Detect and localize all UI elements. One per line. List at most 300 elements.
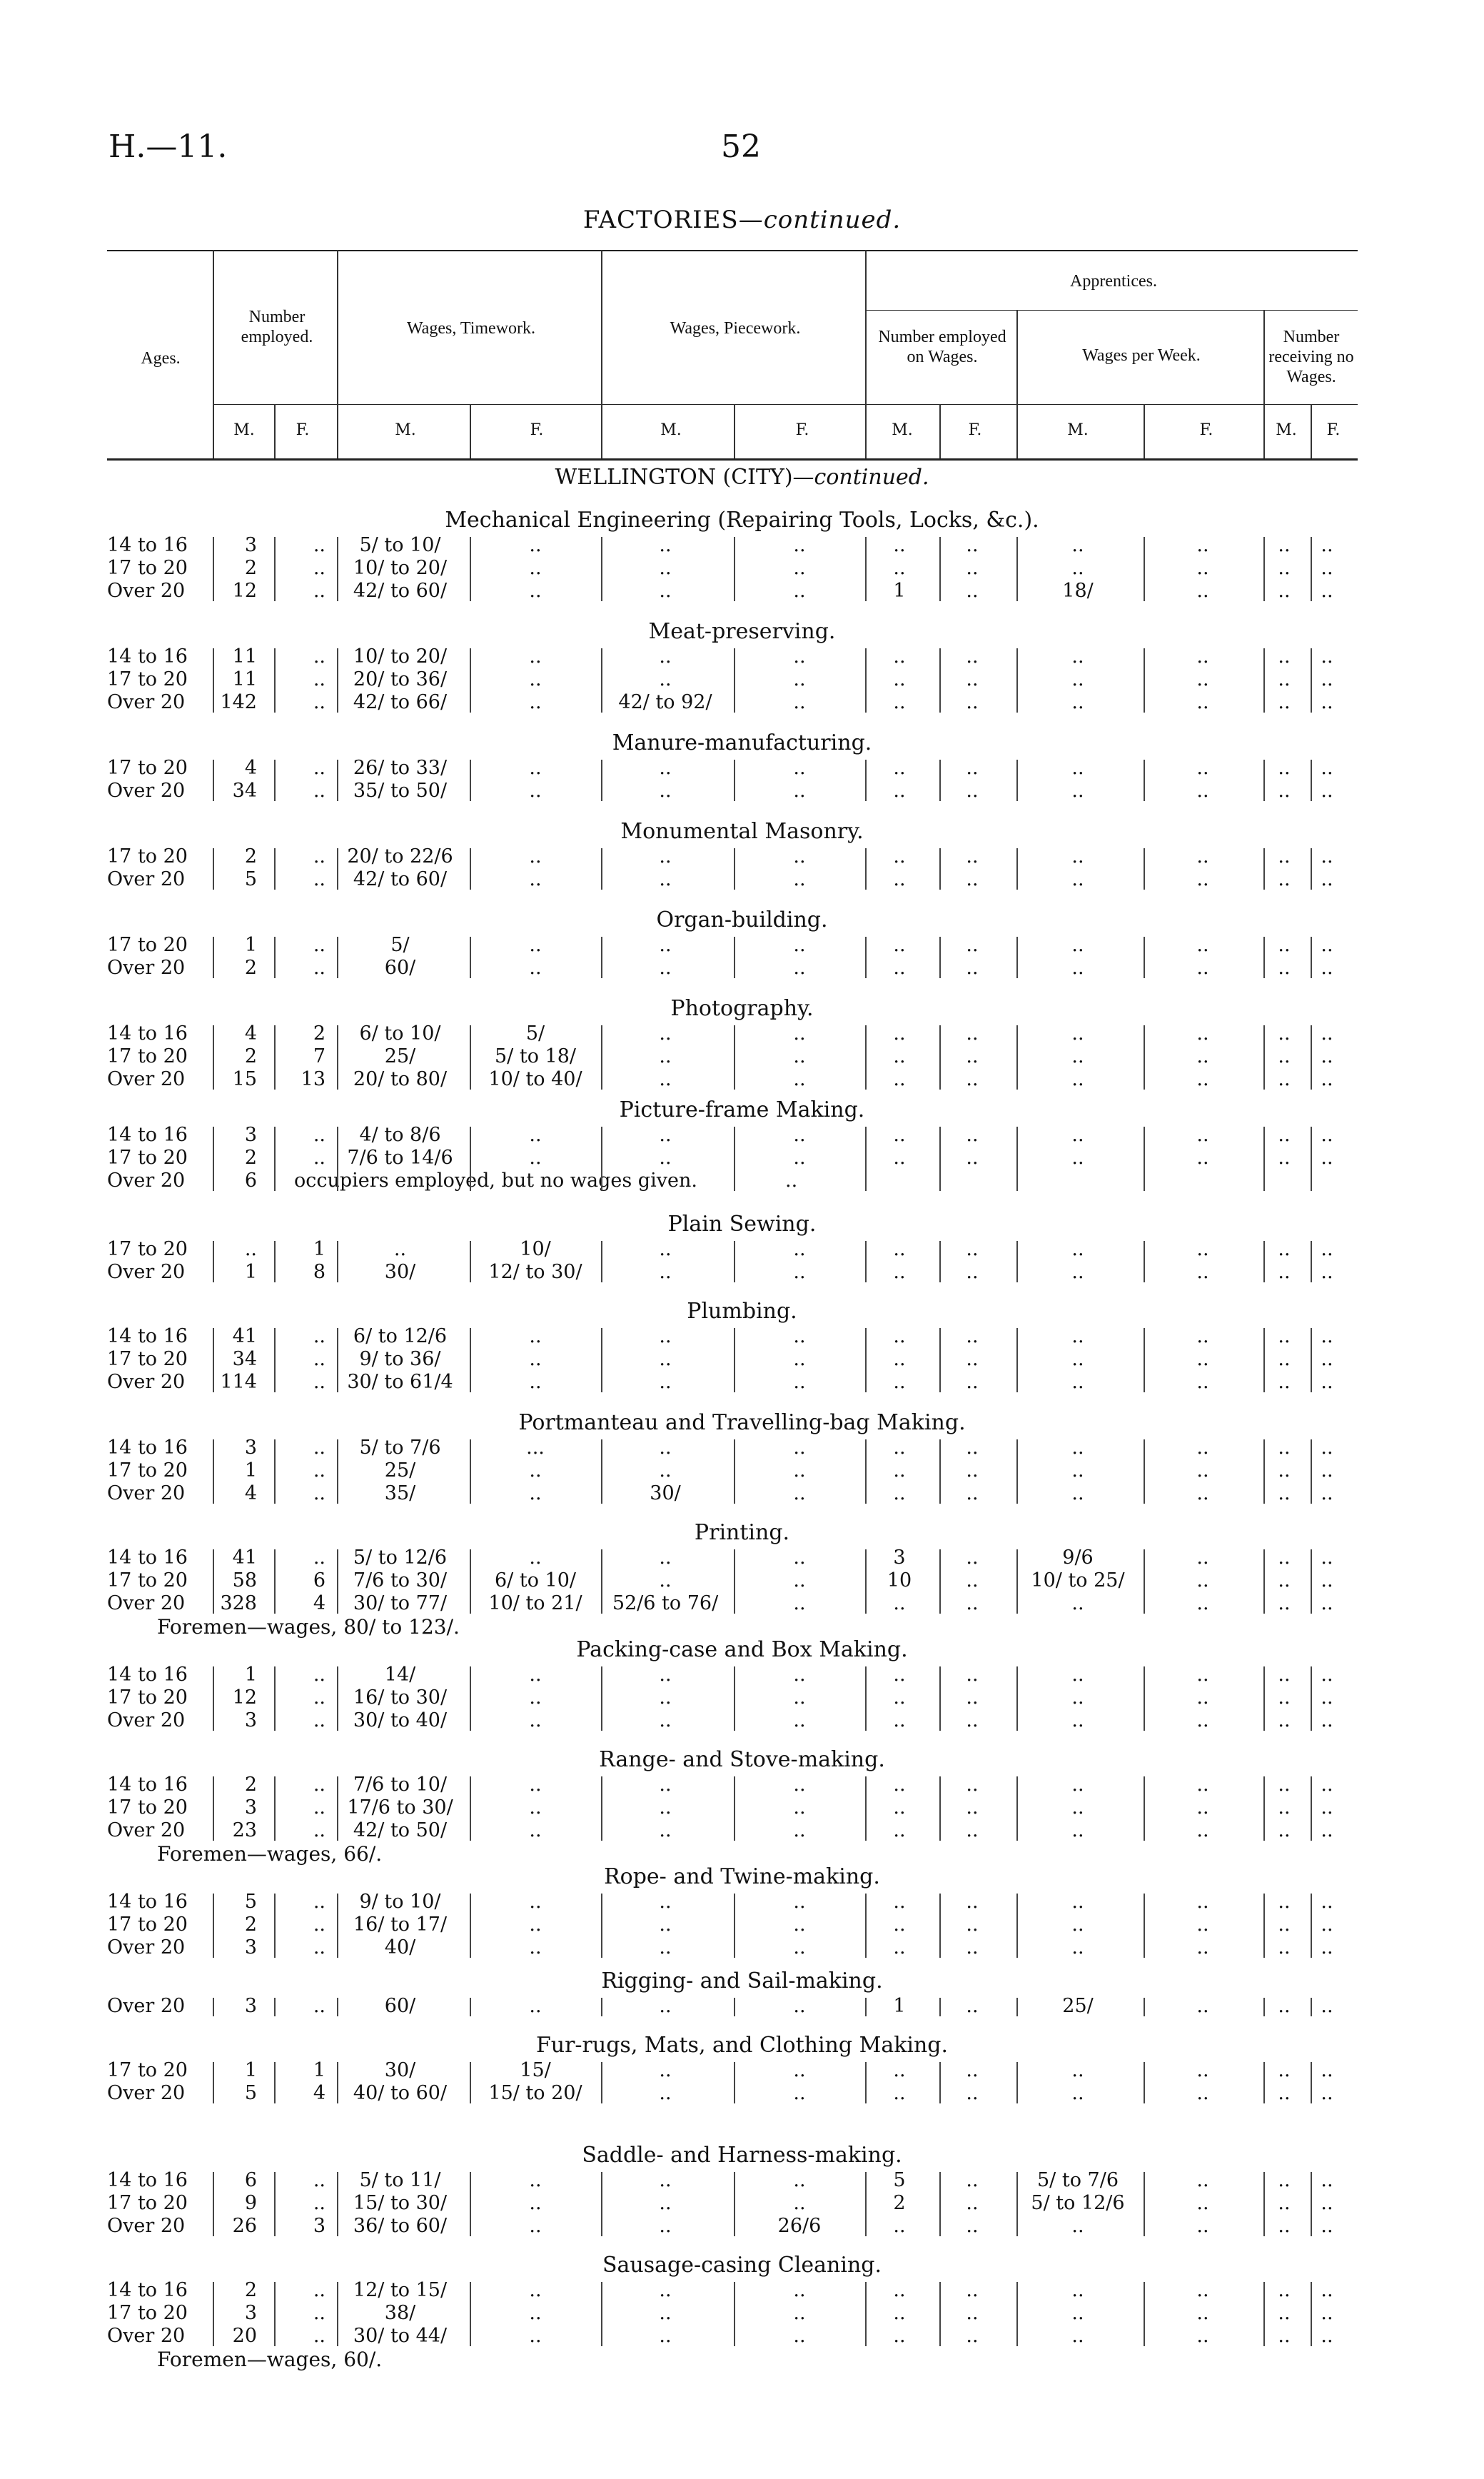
column-rule xyxy=(213,1549,214,1614)
cell-number-f: .. xyxy=(313,780,325,802)
cell-piecework-m: .. xyxy=(659,1045,672,1067)
cell-number-f: .. xyxy=(313,1348,325,1370)
cell-no-wages-f: .. xyxy=(1321,1482,1333,1504)
column-rule xyxy=(939,648,941,713)
cell-apprentice-wage-f: .. xyxy=(1196,557,1209,579)
column-rule xyxy=(470,2172,471,2236)
column-rule xyxy=(939,937,941,978)
cell-number-m: 3 xyxy=(244,1709,257,1731)
cell-timework-f: .. xyxy=(529,2192,542,2214)
cell-timework-m: 5/ to 7/6 xyxy=(359,1437,441,1459)
cell-apprentice-wage-m: .. xyxy=(1071,780,1084,802)
cell-number-m: 142 xyxy=(220,691,257,713)
column-rule xyxy=(213,2062,214,2103)
cell-piecework-m: .. xyxy=(659,557,672,579)
cell-apprentice-employed-m: .. xyxy=(893,1709,906,1731)
header-apprentices: Apprentices. xyxy=(1070,272,1157,291)
cell-age: 17 to 20 xyxy=(107,1238,188,1260)
cell-no-wages-m: .. xyxy=(1278,2215,1291,2237)
cell-apprentice-employed-m: .. xyxy=(893,1459,906,1482)
column-rule xyxy=(1144,1328,1145,1392)
table-row xyxy=(0,1592,1342,1615)
cell-piecework-m: .. xyxy=(659,1914,672,1936)
cell-timework-f: .. xyxy=(529,1147,542,1169)
header-m: M. xyxy=(233,421,255,439)
cell-apprentice-wage-m: .. xyxy=(1071,1592,1084,1614)
cell-no-wages-m: .. xyxy=(1278,1482,1291,1504)
column-rule xyxy=(865,1127,867,1191)
table-row xyxy=(0,1147,1342,1170)
cell-timework-f: .. xyxy=(529,1891,542,1913)
column-rule xyxy=(734,1328,735,1392)
column-rule xyxy=(1144,1998,1145,2016)
cell-no-wages-m: .. xyxy=(1278,1045,1291,1067)
column-rule xyxy=(865,1894,867,1958)
cell-no-wages-f: .. xyxy=(1321,1891,1333,1913)
cell-apprentice-employed-m: .. xyxy=(893,2325,906,2347)
column-rule xyxy=(470,1549,471,1614)
column-rule xyxy=(213,1127,214,1191)
cell-timework-m: 30/ to 77/ xyxy=(353,1592,448,1614)
cell-apprentice-wage-f: .. xyxy=(1196,1914,1209,1936)
cell-age: Over 20 xyxy=(107,1995,186,2017)
cell-piecework-m: .. xyxy=(659,845,672,868)
cell-timework-f: .. xyxy=(529,1936,542,1958)
column-rule xyxy=(1263,937,1265,978)
cell-age: 14 to 16 xyxy=(107,1022,188,1045)
column-rule xyxy=(1263,848,1265,890)
cell-piecework-m: .. xyxy=(659,1819,672,1841)
column-rule xyxy=(865,648,867,713)
cell-no-wages-m: .. xyxy=(1278,668,1291,690)
column-rule xyxy=(1016,1549,1018,1614)
column-rule xyxy=(939,1998,941,2016)
section-title: Mechanical Engineering (Repairing Tools, Locks, &c.). xyxy=(445,508,1039,533)
cell-number-m: 11 xyxy=(232,668,257,690)
column-rule xyxy=(939,2172,941,2236)
cell-apprentice-wage-m: .. xyxy=(1071,757,1084,779)
column-rule xyxy=(865,2172,867,2236)
cell-apprentice-wage-f: .. xyxy=(1196,1261,1209,1283)
table-row xyxy=(0,1664,1342,1686)
cell-piecework-m: .. xyxy=(659,2279,672,2301)
cell-apprentice-employed-m: .. xyxy=(893,2279,906,2301)
cell-apprentice-employed-m: 5 xyxy=(893,2169,906,2191)
column-rule xyxy=(1016,1328,1018,1392)
table-row xyxy=(0,668,1342,691)
cell-timework-m: 16/ to 17/ xyxy=(353,1914,448,1936)
table-row xyxy=(0,2302,1342,2325)
table-row xyxy=(0,1437,1342,1459)
cell-no-wages-m: .. xyxy=(1278,1437,1291,1459)
cell-apprentice-employed-f: .. xyxy=(966,1664,979,1686)
column-rule xyxy=(601,937,602,978)
column-rule xyxy=(337,2172,338,2236)
cell-apprentice-wage-f: .. xyxy=(1196,668,1209,690)
cell-piecework-m: .. xyxy=(659,1068,672,1090)
table-row xyxy=(0,1325,1342,1348)
column-rule xyxy=(865,1549,867,1614)
cell-piecework-f: .. xyxy=(793,1238,806,1260)
cell-piecework-f: .. xyxy=(793,580,806,602)
cell-number-m: 3 xyxy=(244,1796,257,1819)
column-rule xyxy=(337,1894,338,1958)
cell-no-wages-f: .. xyxy=(1321,557,1333,579)
cell-piecework-f: .. xyxy=(793,1325,806,1347)
cell-piecework-f: .. xyxy=(793,1819,806,1841)
cell-apprentice-employed-m: .. xyxy=(893,2059,906,2081)
cell-number-m: 3 xyxy=(244,1124,257,1146)
column-rule xyxy=(213,1241,214,1282)
table-row xyxy=(0,1819,1342,1842)
cell-apprentice-employed-m: .. xyxy=(893,1592,906,1614)
cell-number-m: 3 xyxy=(244,1437,257,1459)
cell-apprentice-employed-m: .. xyxy=(893,1068,906,1090)
column-rule xyxy=(865,1998,867,2016)
table-row xyxy=(0,1891,1342,1914)
header-f: F. xyxy=(1326,421,1341,439)
cell-piecework-m: .. xyxy=(659,1686,672,1709)
cell-number-m: 2 xyxy=(244,1914,257,1936)
cell-number-m: 6 xyxy=(244,1170,257,1192)
cell-piecework-m: .. xyxy=(659,1371,672,1393)
cell-piecework-m: .. xyxy=(659,2059,672,2081)
cell-age: 17 to 20 xyxy=(107,1914,188,1936)
city-heading xyxy=(0,466,1484,490)
cell-number-m: 2 xyxy=(244,1045,257,1067)
cell-timework-m: 25/ xyxy=(384,1459,416,1482)
column-rule xyxy=(1016,1666,1018,1731)
column-rule xyxy=(470,1025,471,1090)
column-rule xyxy=(470,1328,471,1392)
cell-number-m: 3 xyxy=(244,1995,257,2017)
cell-apprentice-wage-f: .. xyxy=(1196,1045,1209,1067)
cell-apprentice-employed-m: .. xyxy=(893,1045,906,1067)
section-title: Printing. xyxy=(694,1520,790,1545)
cell-timework-m: 42/ to 60/ xyxy=(353,868,448,890)
cell-number-f: .. xyxy=(313,2325,325,2347)
cell-age: 17 to 20 xyxy=(107,2302,188,2324)
cell-timework-m: 6/ to 12/6 xyxy=(353,1325,448,1347)
cell-number-m: 1 xyxy=(244,2059,257,2081)
column-rule xyxy=(939,1549,941,1614)
cell-piecework-f: .. xyxy=(793,1348,806,1370)
cell-piecework-f: .. xyxy=(793,691,806,713)
cell-apprentice-wage-m: .. xyxy=(1071,957,1084,979)
cell-timework-m: 26/ to 33/ xyxy=(353,757,448,779)
column-rule xyxy=(601,648,602,713)
cell-apprentice-employed-m: .. xyxy=(893,757,906,779)
cell-timework-f: .. xyxy=(529,668,542,690)
section-title: Manure-manufacturing. xyxy=(612,730,872,755)
cell-apprentice-wage-m: .. xyxy=(1071,934,1084,956)
table-row xyxy=(0,1914,1342,1936)
column-rule xyxy=(939,1241,941,1282)
cell-timework-m: 4/ to 8/6 xyxy=(359,1124,441,1146)
cell-number-f: .. xyxy=(313,557,325,579)
cell-apprentice-wage-m: .. xyxy=(1071,1147,1084,1169)
column-rule xyxy=(337,1776,338,1841)
cell-no-wages-f: .. xyxy=(1321,2279,1333,2301)
column-rule xyxy=(865,848,867,890)
column-rule xyxy=(734,1998,735,2016)
column-rule xyxy=(213,2172,214,2236)
column-rule xyxy=(213,1776,214,1841)
cell-no-wages-m: .. xyxy=(1278,2325,1291,2347)
cell-timework-f: 6/ to 10/ xyxy=(495,1569,576,1592)
cell-age: Over 20 xyxy=(107,1170,186,1192)
section-title: Plain Sewing. xyxy=(667,1212,817,1237)
cell-age: Over 20 xyxy=(107,1261,186,1283)
cell-timework-f: 10/ xyxy=(520,1238,551,1260)
table-row xyxy=(0,1371,1342,1394)
cell-number-f: .. xyxy=(313,1774,325,1796)
page-number: 52 xyxy=(721,129,761,165)
cell-number-f: .. xyxy=(313,1686,325,1709)
cell-age: 17 to 20 xyxy=(107,2059,188,2081)
column-rule xyxy=(1311,1328,1312,1392)
cell-number-m: 5 xyxy=(244,1891,257,1913)
cell-no-wages-f: .. xyxy=(1321,2325,1333,2347)
cell-apprentice-employed-f: .. xyxy=(966,2192,979,2214)
cell-age: 17 to 20 xyxy=(107,2192,188,2214)
cell-age: Over 20 xyxy=(107,780,186,802)
table-row xyxy=(0,1936,1342,1959)
cell-apprentice-wage-f: .. xyxy=(1196,1325,1209,1347)
cell-no-wages-m: .. xyxy=(1278,934,1291,956)
cell-number-f: .. xyxy=(313,1891,325,1913)
cell-apprentice-wage-m: .. xyxy=(1071,1124,1084,1146)
column-rule xyxy=(734,2172,735,2236)
column-rule xyxy=(470,2282,471,2346)
column-rule xyxy=(470,760,471,801)
header-m: M. xyxy=(892,421,913,439)
cell-no-wages-f: .. xyxy=(1321,1936,1333,1958)
section-title: Rope- and Twine-making. xyxy=(604,1864,880,1889)
cell-no-wages-f: .. xyxy=(1321,957,1333,979)
cell-timework-f: .. xyxy=(529,934,542,956)
cell-timework-f: .. xyxy=(529,1819,542,1841)
cell-piecework-f: .. xyxy=(793,1936,806,1958)
cell-timework-m: .. xyxy=(393,1238,407,1260)
cell-apprentice-employed-m: .. xyxy=(893,1371,906,1393)
column-rule xyxy=(213,1894,214,1958)
cell-apprentice-employed-m: .. xyxy=(893,2302,906,2324)
column-rule xyxy=(1016,648,1018,713)
column-rule xyxy=(274,1127,276,1191)
cell-piecework-f: .. xyxy=(793,1482,806,1504)
cell-no-wages-m: .. xyxy=(1278,2192,1291,2214)
cell-number-m: 2 xyxy=(244,1774,257,1796)
column-rule xyxy=(1016,2062,1018,2103)
column-rule xyxy=(1263,2062,1265,2103)
column-rule xyxy=(1311,1241,1312,1282)
column-rule xyxy=(865,937,867,978)
column-rule xyxy=(939,1776,941,1841)
cell-apprentice-employed-m: .. xyxy=(893,1664,906,1686)
cell-piecework-f: .. xyxy=(793,1569,806,1592)
column-rule xyxy=(734,848,735,890)
cell-number-m: 58 xyxy=(232,1569,257,1592)
cell-number-f: 8 xyxy=(313,1261,325,1283)
cell-apprentice-employed-f: .. xyxy=(966,1686,979,1709)
column-rule xyxy=(1016,760,1018,801)
cell-apprentice-employed-m: .. xyxy=(893,1891,906,1913)
column-rule xyxy=(939,1439,941,1504)
cell-apprentice-employed-f: .. xyxy=(966,691,979,713)
column-rule xyxy=(337,1549,338,1614)
column-rule xyxy=(274,1241,276,1282)
cell-piecework-f: .. xyxy=(785,1170,798,1192)
cell-age: 14 to 16 xyxy=(107,1437,188,1459)
cell-piecework-m: .. xyxy=(659,1022,672,1045)
column-rule xyxy=(470,1894,471,1958)
cell-timework-f: .. xyxy=(529,1459,542,1482)
cell-no-wages-f: .. xyxy=(1321,1437,1333,1459)
cell-timework-f: .. xyxy=(529,534,542,556)
cell-number-m: 4 xyxy=(244,757,257,779)
cell-apprentice-wage-m: .. xyxy=(1071,1796,1084,1819)
cell-piecework-m: .. xyxy=(659,1995,672,2017)
table-row xyxy=(0,757,1342,780)
table-row xyxy=(0,691,1342,714)
cell-no-wages-m: .. xyxy=(1278,868,1291,890)
cell-apprentice-wage-m: .. xyxy=(1071,1709,1084,1731)
cell-piecework-m: .. xyxy=(659,1459,672,1482)
header-ages: Ages. xyxy=(141,349,181,368)
cell-no-wages-f: .. xyxy=(1321,1995,1333,2017)
cell-age: 17 to 20 xyxy=(107,1686,188,1709)
cell-timework-m: 20/ to 80/ xyxy=(353,1068,448,1090)
cell-apprentice-employed-f: .. xyxy=(966,934,979,956)
cell-piecework-f: .. xyxy=(793,2082,806,2104)
cell-piecework-f: .. xyxy=(793,1914,806,1936)
cell-no-wages-f: .. xyxy=(1321,1261,1333,1283)
cell-age: 17 to 20 xyxy=(107,757,188,779)
cell-timework-m: 10/ to 20/ xyxy=(353,557,448,579)
cell-apprentice-employed-f: .. xyxy=(966,1774,979,1796)
table-row xyxy=(0,934,1342,957)
cell-apprentice-wage-m: .. xyxy=(1071,845,1084,868)
cell-no-wages-m: .. xyxy=(1278,1891,1291,1913)
cell-piecework-m: .. xyxy=(659,1569,672,1592)
cell-apprentice-wage-m: .. xyxy=(1071,1936,1084,1958)
column-rule xyxy=(213,848,214,890)
column-rule xyxy=(274,648,276,713)
cell-apprentice-employed-f: .. xyxy=(966,1891,979,1913)
cell-apprentice-wage-f: .. xyxy=(1196,2192,1209,2214)
column-rule xyxy=(734,1241,735,1282)
cell-apprentice-employed-f: .. xyxy=(966,1261,979,1283)
cell-timework-m: 42/ to 60/ xyxy=(353,580,448,602)
cell-apprentice-wage-m: .. xyxy=(1071,1482,1084,1504)
column-rule xyxy=(470,2062,471,2103)
cell-timework-f: .. xyxy=(529,780,542,802)
cell-apprentice-wage-f: .. xyxy=(1196,2215,1209,2237)
cell-number-f: .. xyxy=(313,2279,325,2301)
cell-age: 17 to 20 xyxy=(107,1045,188,1067)
cell-apprentice-wage-f: .. xyxy=(1196,1348,1209,1370)
cell-number-f: .. xyxy=(313,1819,325,1841)
column-rule xyxy=(274,537,276,601)
cell-age: 14 to 16 xyxy=(107,645,188,668)
cell-apprentice-wage-m: .. xyxy=(1071,1437,1084,1459)
cell-apprentice-employed-m: .. xyxy=(893,1796,906,1819)
cell-piecework-f: .. xyxy=(793,1124,806,1146)
cell-piecework-m: .. xyxy=(659,780,672,802)
header-number-employed: Number employed. xyxy=(241,308,313,346)
cell-age: Over 20 xyxy=(107,1068,186,1090)
column-rule xyxy=(1144,1549,1145,1614)
column-rule xyxy=(274,1776,276,1841)
page-ref: H.—11. xyxy=(108,129,228,165)
cell-number-m: 12 xyxy=(232,1686,257,1709)
cell-apprentice-employed-f: .. xyxy=(966,2169,979,2191)
cell-apprentice-wage-f: .. xyxy=(1196,1547,1209,1569)
table-row xyxy=(0,1348,1342,1371)
column-rule xyxy=(1144,1666,1145,1731)
cell-apprentice-wage-m: .. xyxy=(1071,1261,1084,1283)
cell-no-wages-m: .. xyxy=(1278,1022,1291,1045)
cell-apprentice-wage-m: 9/6 xyxy=(1062,1547,1094,1569)
column-rule xyxy=(274,2282,276,2346)
cell-number-m: 26 xyxy=(232,2215,257,2237)
cell-apprentice-employed-m: 2 xyxy=(893,2192,906,2214)
cell-timework-m: 38/ xyxy=(384,2302,416,2324)
column-rule xyxy=(1016,1241,1018,1282)
cell-number-m: 15 xyxy=(232,1068,257,1090)
cell-no-wages-f: .. xyxy=(1321,1569,1333,1592)
table-row xyxy=(0,1774,1342,1796)
cell-age: 17 to 20 xyxy=(107,1569,188,1592)
cell-timework-f: 15/ xyxy=(520,2059,551,2081)
cell-timework-f: .. xyxy=(529,691,542,713)
cell-timework-m: 60/ xyxy=(384,1995,416,2017)
cell-number-f: .. xyxy=(313,1482,325,1504)
column-rule xyxy=(337,937,338,978)
cell-no-wages-m: .. xyxy=(1278,2082,1291,2104)
cell-number-f: 7 xyxy=(313,1045,325,1067)
cell-timework-m: 30/ xyxy=(384,2059,416,2081)
cell-timework-f: 10/ to 40/ xyxy=(488,1068,582,1090)
cell-apprentice-employed-f: .. xyxy=(966,1348,979,1370)
cell-apprentice-wage-f: .. xyxy=(1196,691,1209,713)
column-rule xyxy=(939,1894,941,1958)
cell-piecework-m: .. xyxy=(659,1547,672,1569)
cell-number-m: 3 xyxy=(244,2302,257,2324)
column-rule xyxy=(1016,1894,1018,1958)
section-title: Saddle- and Harness-making. xyxy=(582,2143,902,2168)
column-rule xyxy=(1263,2172,1265,2236)
cell-apprentice-employed-f: .. xyxy=(966,1371,979,1393)
cell-piecework-f: .. xyxy=(793,2302,806,2324)
cell-number-f: .. xyxy=(313,668,325,690)
cell-piecework-f: .. xyxy=(793,1796,806,1819)
cell-number-f: .. xyxy=(313,1709,325,1731)
cell-piecework-m: .. xyxy=(659,868,672,890)
column-rule xyxy=(1263,1241,1265,1282)
cell-number-f: 4 xyxy=(313,1592,325,1614)
cell-age: Over 20 xyxy=(107,580,186,602)
column-rule xyxy=(601,2062,602,2103)
cell-apprentice-employed-m: .. xyxy=(893,534,906,556)
cell-number-f: .. xyxy=(313,1147,325,1169)
cell-piecework-f: .. xyxy=(793,1261,806,1283)
cell-timework-m: 30/ to 40/ xyxy=(353,1709,448,1731)
cell-apprentice-wage-f: .. xyxy=(1196,2059,1209,2081)
cell-timework-f: .. xyxy=(529,2325,542,2347)
cell-no-wages-m: .. xyxy=(1278,1664,1291,1686)
